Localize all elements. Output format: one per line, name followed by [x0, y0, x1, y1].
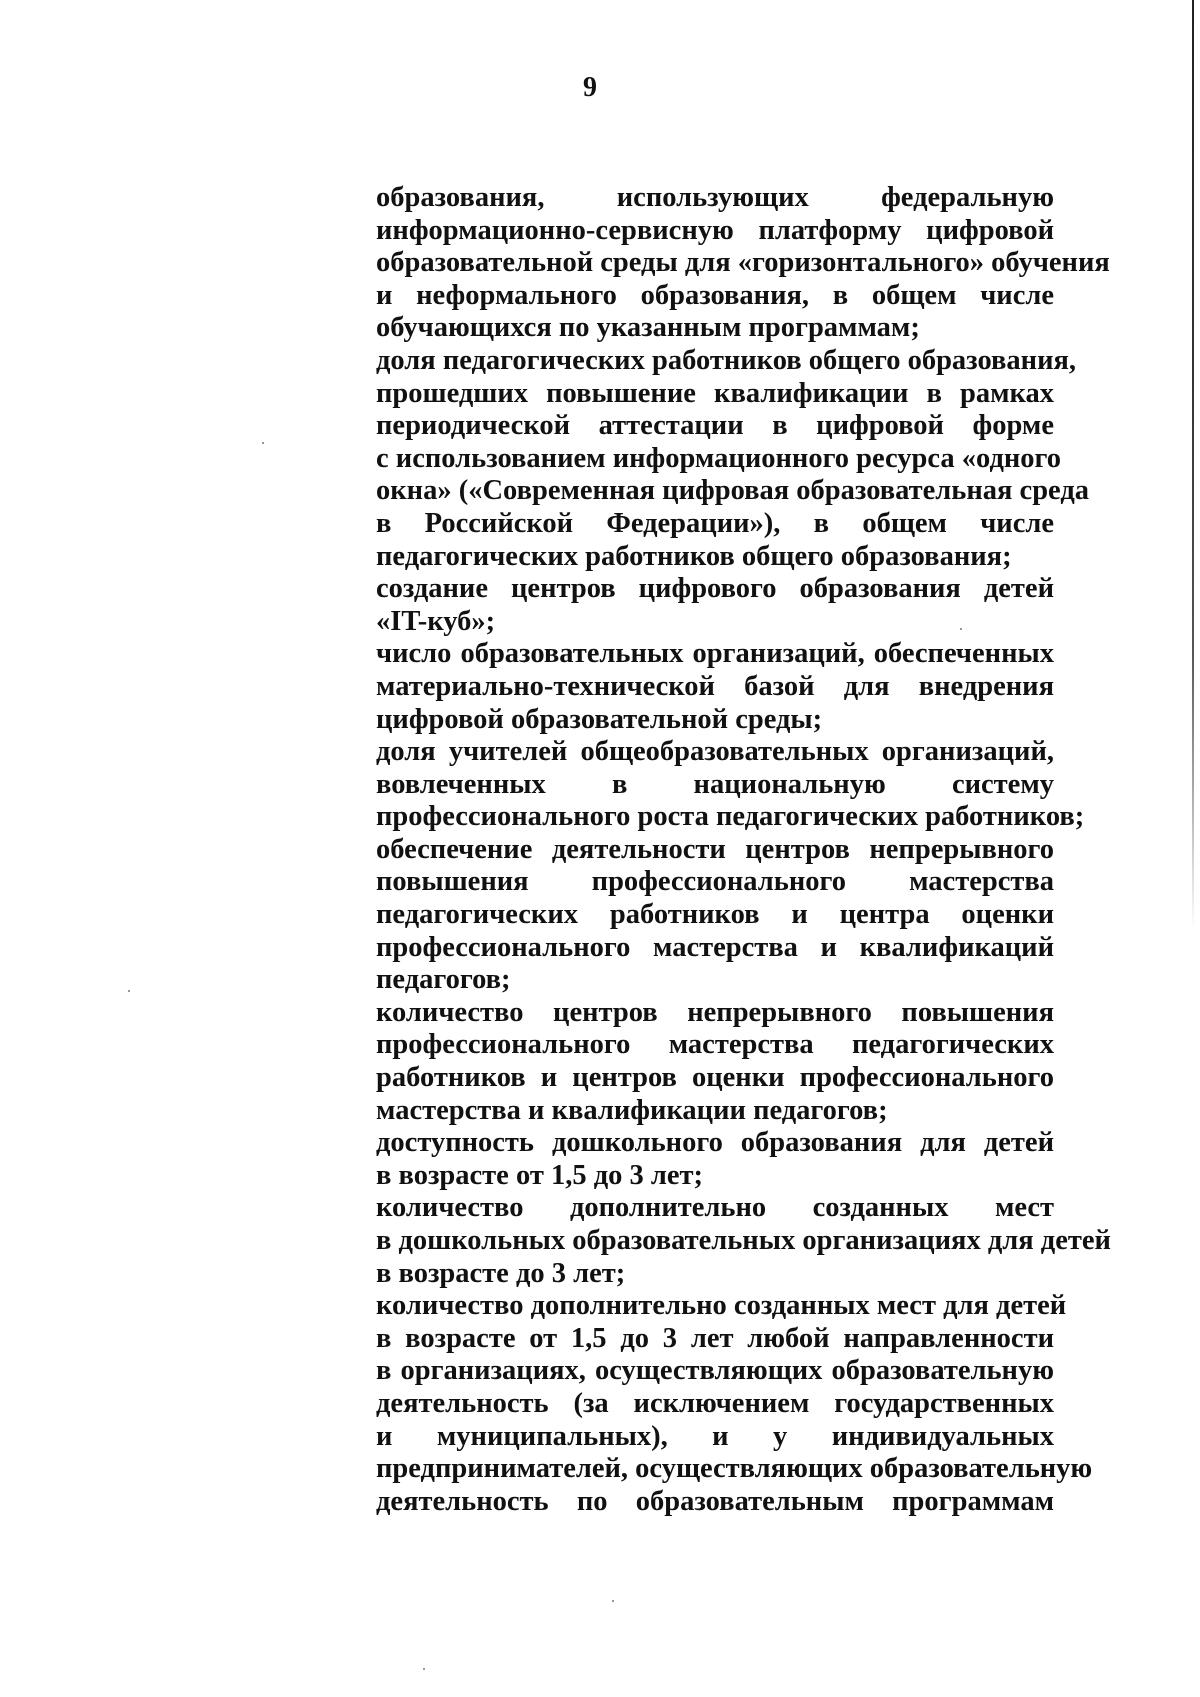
- text-line: в возрасте от 1,5 до 3 лет любой направленности: [376, 1322, 1054, 1354]
- page-number: 9: [583, 72, 597, 103]
- text-line: деятельность по образовательным программам: [376, 1485, 1054, 1517]
- scan-speck: [262, 442, 264, 444]
- text-line: окна» («Современная цифровая образовательная среда: [376, 475, 1090, 507]
- text-line: создание центров цифрового образования детей: [376, 573, 1054, 605]
- text-line: цифровой образовательной среды;: [376, 703, 823, 735]
- text-line: информационно-сервисную платформу цифровой: [376, 214, 1054, 246]
- text-line: количество дополнительно созданных мест для детей: [376, 1290, 1067, 1322]
- text-line: профессионального мастерства педагогических: [376, 1029, 1054, 1061]
- text-line: в Российской Федерации»), в общем числе: [376, 507, 1054, 539]
- scan-speck: [612, 1600, 614, 1602]
- text-line: профессионального роста педагогических работников;: [376, 801, 1085, 833]
- text-line: вовлеченных в национальную систему: [376, 768, 1054, 800]
- text-line: доступность дошкольного образования для детей: [376, 1127, 1054, 1159]
- text-line: деятельность (за исключением государственных: [376, 1387, 1054, 1419]
- text-line: число образовательных организаций, обеспеченных: [376, 638, 1054, 670]
- text-line: обеспечение деятельности центров непрерывного: [376, 833, 1054, 865]
- text-line: предпринимателей, осуществляющих образовательную: [376, 1453, 1093, 1485]
- text-line: педагогов;: [376, 964, 511, 996]
- text-line: в организациях, осуществляющих образовательную: [376, 1355, 1054, 1387]
- scan-speck: [128, 990, 130, 992]
- text-line: периодической аттестации в цифровой форме: [376, 410, 1054, 442]
- text-line: и муниципальных), и у индивидуальных: [376, 1420, 1054, 1452]
- scan-edge-shadow: [1192, 0, 1194, 930]
- text-line: материально-технической базой для внедрения: [376, 670, 1054, 702]
- text-line: прошедших повышение квалификации в рамках: [376, 377, 1054, 409]
- text-line: доля учителей общеобразовательных организаций,: [376, 736, 1054, 768]
- text-line: количество центров непрерывного повышения: [376, 996, 1054, 1028]
- scan-speck: [423, 1668, 425, 1670]
- text-line: педагогических работников и центра оценки: [376, 899, 1054, 931]
- text-line: профессионального мастерства и квалификаций: [376, 931, 1054, 963]
- text-line: повышения профессионального мастерства: [376, 866, 1054, 898]
- text-line: в возрасте до 3 лет;: [376, 1257, 626, 1289]
- scan-speck: [960, 628, 962, 630]
- text-line: доля педагогических работников общего образования,: [376, 344, 1077, 376]
- text-line: работников и центров оценки профессионального: [376, 1062, 1054, 1094]
- text-line: образования, использующих федеральную: [376, 182, 1054, 213]
- text-line: и неформального образования, в общем числе: [376, 279, 1054, 311]
- text-line: в возрасте от 1,5 до 3 лет;: [376, 1159, 703, 1191]
- text-line: мастерства и квалификации педагогов;: [376, 1094, 888, 1126]
- text-line: педагогических работников общего образования;: [376, 540, 1012, 572]
- text-line: в дошкольных образовательных организациях для детей: [376, 1225, 1111, 1256]
- body-text: [376, 182, 1111, 1518]
- text-line: «IT-куб»;: [376, 605, 496, 637]
- text-line: образовательной среды для «горизонтального» обучения: [376, 247, 1110, 279]
- text-line: с использованием информационного ресурса «одного: [376, 442, 1062, 474]
- text-line: обучающихся по указанным программам;: [376, 312, 920, 344]
- text-line: количество дополнительно созданных мест: [376, 1192, 1054, 1224]
